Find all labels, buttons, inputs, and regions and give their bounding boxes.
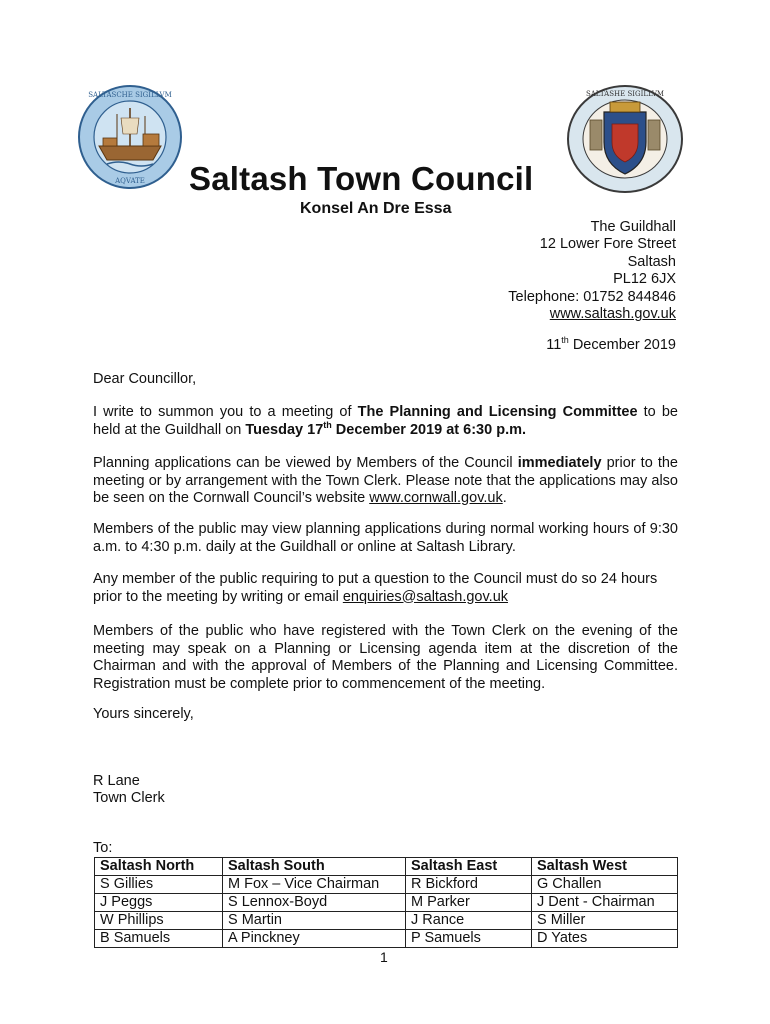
distribution-table xyxy=(94,857,678,948)
table-cell: W Phillips xyxy=(95,912,223,930)
text-run: Any member of the public requiring to put a question to the Council must do so 24 hours prior to the meeting by writing or email xyxy=(93,571,658,605)
table-cell: J Peggs xyxy=(95,894,223,912)
date-day: 11 xyxy=(546,337,562,353)
saltash-seal-crest-logo xyxy=(566,84,684,194)
meeting-day-suffix: th xyxy=(323,419,332,430)
date-suffix: th xyxy=(561,335,569,346)
table-cell: B Samuels xyxy=(95,930,223,948)
public-viewing-paragraph: Members of the public may view planning applications during normal working hours of 9:30 a.m. to 4:30 p.m. daily at the Guildhall or online at Saltash Library. xyxy=(93,521,678,555)
address-postcode: PL12 6JX xyxy=(613,271,676,288)
address-telephone: Telephone: 01752 844846 xyxy=(508,288,676,305)
table-row xyxy=(95,930,678,948)
text-run: to be held at the Guildhall on xyxy=(93,404,678,438)
salutation: Dear Councillor, xyxy=(93,371,197,387)
emphasis-immediately: immediately xyxy=(517,455,602,471)
signatory-title: Town Clerk xyxy=(93,790,165,806)
column-header: Saltash North xyxy=(95,858,223,876)
table-row xyxy=(95,876,678,894)
signatory-name: R Lane xyxy=(93,773,140,789)
table-cell: G Challen xyxy=(532,876,678,894)
address-line: 12 Lower Fore Street xyxy=(539,236,676,253)
table-cell: P Samuels xyxy=(406,930,532,948)
council-title: Saltash Town Council xyxy=(189,160,534,197)
column-header: Saltash South xyxy=(223,858,406,876)
address-line: The Guildhall xyxy=(590,219,676,235)
meeting-time: December 2019 at 6:30 p.m. xyxy=(331,421,527,438)
table-cell: D Yates xyxy=(532,930,678,948)
column-header: Saltash East xyxy=(406,858,532,876)
committee-name: The Planning and Licensing Committee xyxy=(357,404,638,420)
page-number: 1 xyxy=(380,949,388,965)
address-line: Saltash xyxy=(627,253,676,270)
table-cell: A Pinckney xyxy=(223,930,406,948)
letter-date xyxy=(546,337,676,353)
table-cell: J Rance xyxy=(406,912,532,930)
table-header-row xyxy=(95,858,678,876)
summons-paragraph xyxy=(93,404,678,439)
meeting-day: Tuesday 17 xyxy=(245,421,324,438)
table-cell: M Fox – Vice Chairman xyxy=(223,876,406,894)
table-row xyxy=(95,894,678,912)
public-speaking-paragraph: Members of the public who have registered with the Town Clerk on the evening of the meeting may speak on a Planning or Licensing agenda item at the discretion of the Chairman and with the approval of Members of the Planning and Licensing Committee. Registration must be complete prior to commencement of the meeting. xyxy=(93,623,678,692)
svg-text:SALTASHE SIGILLVM: SALTASHE SIGILLVM xyxy=(585,90,665,98)
enquiries-email-link[interactable]: enquiries@saltash.gov.uk xyxy=(342,588,509,605)
table-cell: R Bickford xyxy=(406,876,532,894)
public-question-paragraph xyxy=(93,571,685,606)
table-cell: M Parker xyxy=(406,894,532,912)
to-label: To: xyxy=(93,840,113,856)
table-cell: S Gillies xyxy=(95,876,223,894)
planning-applications-paragraph xyxy=(93,455,678,508)
table-row xyxy=(95,912,678,930)
text-run: Planning applications can be viewed by Members of the Council xyxy=(93,455,518,471)
svg-text:SALTASCHE SIGILLVM: SALTASCHE SIGILLVM xyxy=(88,91,172,99)
text-run: prior to the meeting or by arrangement with the Town Clerk. Please note that the applications may also be seen on the Cornwall Council’s website xyxy=(93,455,678,506)
column-header: Saltash West xyxy=(532,858,678,876)
date-rest: December 2019 xyxy=(568,337,676,353)
council-subtitle: Konsel An Dre Essa xyxy=(300,200,452,217)
table-cell: S Martin xyxy=(223,912,406,930)
table-cell: S Miller xyxy=(532,912,678,930)
table-cell: S Lennox-Boyd xyxy=(223,894,406,912)
svg-text:AQVATE: AQVATE xyxy=(115,177,145,185)
website-link[interactable]: www.saltash.gov.uk xyxy=(549,306,676,323)
text-run: . xyxy=(502,490,507,506)
closing: Yours sincerely, xyxy=(93,706,194,722)
cornwall-website-link[interactable]: www.cornwall.gov.uk xyxy=(369,490,503,506)
text-run: I write to summon you to a meeting of xyxy=(93,404,358,420)
address-block xyxy=(508,219,676,323)
table-cell: J Dent - Chairman xyxy=(532,894,678,912)
saltash-seal-ship-logo xyxy=(77,84,183,190)
